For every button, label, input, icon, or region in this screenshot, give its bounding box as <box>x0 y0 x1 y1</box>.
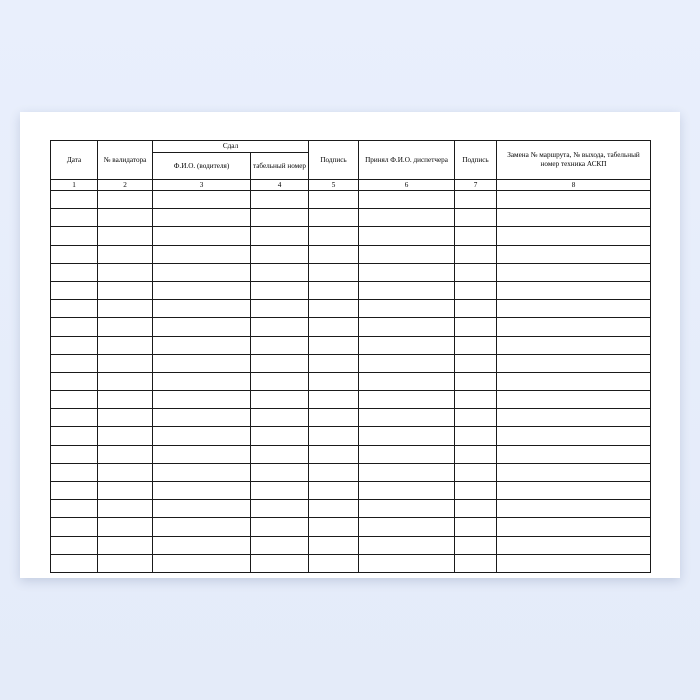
table-cell[interactable] <box>51 500 98 518</box>
table-cell[interactable] <box>497 300 651 318</box>
table-cell[interactable] <box>309 554 359 572</box>
table-cell[interactable] <box>98 300 153 318</box>
table-cell[interactable] <box>51 554 98 572</box>
table-row[interactable] <box>51 391 651 409</box>
table-row[interactable] <box>51 536 651 554</box>
table-cell[interactable] <box>359 409 455 427</box>
table-cell[interactable] <box>98 536 153 554</box>
table-cell[interactable] <box>455 227 497 245</box>
table-cell[interactable] <box>455 409 497 427</box>
table-cell[interactable] <box>455 518 497 536</box>
table-cell[interactable] <box>455 209 497 227</box>
table-cell[interactable] <box>153 336 251 354</box>
table-cell[interactable] <box>497 372 651 390</box>
header-cell-group-sdal: Сдал <box>153 141 309 153</box>
table-cell[interactable] <box>309 263 359 281</box>
table-cell[interactable] <box>98 518 153 536</box>
table-cell[interactable] <box>497 536 651 554</box>
table-row[interactable] <box>51 463 651 481</box>
table-cell[interactable] <box>251 281 309 299</box>
table-cell[interactable] <box>359 372 455 390</box>
table-cell[interactable] <box>251 300 309 318</box>
table-cell[interactable] <box>98 263 153 281</box>
table-cell[interactable] <box>359 482 455 500</box>
table-cell[interactable] <box>51 463 98 481</box>
header-cell-driver-name: Ф.И.О. (водителя) <box>153 153 251 180</box>
table-cell[interactable] <box>497 427 651 445</box>
table-cell[interactable] <box>359 500 455 518</box>
table-cell[interactable] <box>309 300 359 318</box>
table-cell[interactable] <box>153 536 251 554</box>
table-cell[interactable] <box>455 536 497 554</box>
table-cell[interactable] <box>455 500 497 518</box>
table-cell[interactable] <box>455 245 497 263</box>
table-cell[interactable] <box>455 463 497 481</box>
table-row[interactable] <box>51 191 651 209</box>
table-cell[interactable] <box>251 536 309 554</box>
table-cell[interactable] <box>309 427 359 445</box>
table-cell[interactable] <box>359 209 455 227</box>
table-cell[interactable] <box>309 536 359 554</box>
table-cell[interactable] <box>251 263 309 281</box>
table-cell[interactable] <box>153 500 251 518</box>
table-cell[interactable] <box>98 445 153 463</box>
table-row[interactable] <box>51 354 651 372</box>
table-cell[interactable] <box>51 209 98 227</box>
table-cell[interactable] <box>309 336 359 354</box>
table-cell[interactable] <box>98 209 153 227</box>
table-row[interactable] <box>51 209 651 227</box>
table-cell[interactable] <box>359 445 455 463</box>
table-cell[interactable] <box>497 354 651 372</box>
table-cell[interactable] <box>98 281 153 299</box>
table-row[interactable] <box>51 554 651 572</box>
table-cell[interactable] <box>153 209 251 227</box>
table-cell[interactable] <box>497 209 651 227</box>
table-cell[interactable] <box>455 427 497 445</box>
column-number-cell: 4 <box>251 180 309 191</box>
table-cell[interactable] <box>309 391 359 409</box>
header-cell-signature-1: Подпись <box>309 141 359 180</box>
table-cell[interactable] <box>98 354 153 372</box>
column-number-cell: 7 <box>455 180 497 191</box>
table-cell[interactable] <box>309 281 359 299</box>
table-cell[interactable] <box>98 336 153 354</box>
table-cell[interactable] <box>359 354 455 372</box>
table-cell[interactable] <box>98 427 153 445</box>
table-cell[interactable] <box>359 318 455 336</box>
table-cell[interactable] <box>153 281 251 299</box>
table-cell[interactable] <box>359 536 455 554</box>
table-cell[interactable] <box>153 554 251 572</box>
table-row[interactable] <box>51 445 651 463</box>
table-cell[interactable] <box>359 391 455 409</box>
table-cell[interactable] <box>309 518 359 536</box>
table-cell[interactable] <box>497 227 651 245</box>
table-cell[interactable] <box>455 554 497 572</box>
table-cell[interactable] <box>51 191 98 209</box>
table-cell[interactable] <box>497 482 651 500</box>
column-number-cell: 8 <box>497 180 651 191</box>
table-cell[interactable] <box>455 336 497 354</box>
table-cell[interactable] <box>153 227 251 245</box>
table-cell[interactable] <box>153 318 251 336</box>
table-cell[interactable] <box>251 409 309 427</box>
table-cell[interactable] <box>455 482 497 500</box>
table-cell[interactable] <box>153 482 251 500</box>
table-cell[interactable] <box>359 227 455 245</box>
table-cell[interactable] <box>153 391 251 409</box>
table-cell[interactable] <box>51 391 98 409</box>
table-row[interactable] <box>51 245 651 263</box>
column-number-cell: 3 <box>153 180 251 191</box>
table-cell[interactable] <box>497 445 651 463</box>
table-cell[interactable] <box>251 463 309 481</box>
table-cell[interactable] <box>153 354 251 372</box>
table-cell[interactable] <box>98 409 153 427</box>
table-cell[interactable] <box>497 245 651 263</box>
table-cell[interactable] <box>309 354 359 372</box>
table-cell[interactable] <box>98 391 153 409</box>
table-cell[interactable] <box>98 318 153 336</box>
table-cell[interactable] <box>51 518 98 536</box>
table-cell[interactable] <box>251 482 309 500</box>
table-cell[interactable] <box>153 263 251 281</box>
table-header-top-row <box>51 141 651 153</box>
table-cell[interactable] <box>153 445 251 463</box>
table-cell[interactable] <box>251 318 309 336</box>
table-cell[interactable] <box>455 318 497 336</box>
table-cell[interactable] <box>309 500 359 518</box>
table-cell[interactable] <box>497 500 651 518</box>
register-table <box>50 140 651 573</box>
table-cell[interactable] <box>309 318 359 336</box>
table-cell[interactable] <box>359 427 455 445</box>
column-number-cell: 2 <box>98 180 153 191</box>
table-cell[interactable] <box>251 500 309 518</box>
table-row[interactable] <box>51 518 651 536</box>
table-cell[interactable] <box>309 463 359 481</box>
document-page <box>20 112 680 578</box>
table-cell[interactable] <box>359 191 455 209</box>
table-cell[interactable] <box>51 263 98 281</box>
table-cell[interactable] <box>51 482 98 500</box>
table-row[interactable] <box>51 336 651 354</box>
table-cell[interactable] <box>98 554 153 572</box>
table-cell[interactable] <box>455 354 497 372</box>
table-cell[interactable] <box>309 191 359 209</box>
table-cell[interactable] <box>98 482 153 500</box>
table-cell[interactable] <box>251 445 309 463</box>
table-cell[interactable] <box>497 281 651 299</box>
table-cell[interactable] <box>497 191 651 209</box>
table-cell[interactable] <box>251 391 309 409</box>
header-cell-signature-2: Подпись <box>455 141 497 180</box>
table-row[interactable] <box>51 372 651 390</box>
table-cell[interactable] <box>455 191 497 209</box>
table-cell[interactable] <box>51 318 98 336</box>
column-number-cell: 1 <box>51 180 98 191</box>
table-cell[interactable] <box>98 191 153 209</box>
table-cell[interactable] <box>497 391 651 409</box>
table-cell[interactable] <box>98 245 153 263</box>
table-cell[interactable] <box>455 372 497 390</box>
table-cell[interactable] <box>497 409 651 427</box>
table-cell[interactable] <box>251 336 309 354</box>
table-cell[interactable] <box>251 227 309 245</box>
table-cell[interactable] <box>251 209 309 227</box>
header-cell-dispatcher: Принял Ф.И.О. диспетчера <box>359 141 455 180</box>
table-row[interactable] <box>51 227 651 245</box>
table-cell[interactable] <box>153 427 251 445</box>
table-cell[interactable] <box>251 554 309 572</box>
column-number-cell: 6 <box>359 180 455 191</box>
table-row[interactable] <box>51 409 651 427</box>
table-cell[interactable] <box>51 427 98 445</box>
table-cell[interactable] <box>309 409 359 427</box>
table-cell[interactable] <box>455 281 497 299</box>
table-cell[interactable] <box>251 191 309 209</box>
table-cell[interactable] <box>309 209 359 227</box>
table-row[interactable] <box>51 263 651 281</box>
table-cell[interactable] <box>51 245 98 263</box>
table-cell[interactable] <box>51 336 98 354</box>
table-cell[interactable] <box>359 281 455 299</box>
table-cell[interactable] <box>497 336 651 354</box>
header-cell-personnel-number: табельный номер <box>251 153 309 180</box>
table-cell[interactable] <box>98 500 153 518</box>
table-cell[interactable] <box>251 518 309 536</box>
table-cell[interactable] <box>153 463 251 481</box>
column-number-cell: 5 <box>309 180 359 191</box>
table-row[interactable] <box>51 300 651 318</box>
table-row[interactable] <box>51 318 651 336</box>
table-column-number-row <box>51 180 651 191</box>
table-container <box>50 140 650 573</box>
table-cell[interactable] <box>309 445 359 463</box>
table-cell[interactable] <box>359 336 455 354</box>
table-cell[interactable] <box>359 554 455 572</box>
table-cell[interactable] <box>359 518 455 536</box>
table-cell[interactable] <box>359 263 455 281</box>
table-cell[interactable] <box>497 318 651 336</box>
table-row[interactable] <box>51 482 651 500</box>
table-cell[interactable] <box>153 191 251 209</box>
table-cell[interactable] <box>309 227 359 245</box>
table-cell[interactable] <box>98 372 153 390</box>
table-cell[interactable] <box>251 245 309 263</box>
table-cell[interactable] <box>153 372 251 390</box>
table-cell[interactable] <box>51 445 98 463</box>
table-cell[interactable] <box>51 281 98 299</box>
table-cell[interactable] <box>455 445 497 463</box>
table-cell[interactable] <box>309 245 359 263</box>
table-cell[interactable] <box>51 300 98 318</box>
table-cell[interactable] <box>497 518 651 536</box>
table-cell[interactable] <box>153 518 251 536</box>
table-cell[interactable] <box>153 409 251 427</box>
table-cell[interactable] <box>359 463 455 481</box>
header-cell-date: Дата <box>51 141 98 180</box>
table-cell[interactable] <box>153 245 251 263</box>
table-cell[interactable] <box>497 463 651 481</box>
header-cell-replacement-info: Замена № маршрута, № выхода, табельный номер техника АСКП <box>497 141 651 180</box>
table-cell[interactable] <box>359 300 455 318</box>
table-row[interactable] <box>51 427 651 445</box>
table-cell[interactable] <box>309 482 359 500</box>
table-cell[interactable] <box>251 372 309 390</box>
table-cell[interactable] <box>98 463 153 481</box>
table-cell[interactable] <box>51 354 98 372</box>
table-cell[interactable] <box>51 536 98 554</box>
table-row[interactable] <box>51 281 651 299</box>
table-cell[interactable] <box>359 245 455 263</box>
table-cell[interactable] <box>497 554 651 572</box>
table-cell[interactable] <box>251 354 309 372</box>
table-cell[interactable] <box>51 409 98 427</box>
header-cell-validator-number: № валидатора <box>98 141 153 180</box>
table-cell[interactable] <box>309 372 359 390</box>
table-row[interactable] <box>51 500 651 518</box>
table-cell[interactable] <box>455 300 497 318</box>
table-cell[interactable] <box>455 263 497 281</box>
table-cell[interactable] <box>153 300 251 318</box>
table-cell[interactable] <box>497 263 651 281</box>
table-cell[interactable] <box>251 427 309 445</box>
table-cell[interactable] <box>455 391 497 409</box>
table-cell[interactable] <box>51 372 98 390</box>
table-cell[interactable] <box>51 227 98 245</box>
table-cell[interactable] <box>98 227 153 245</box>
